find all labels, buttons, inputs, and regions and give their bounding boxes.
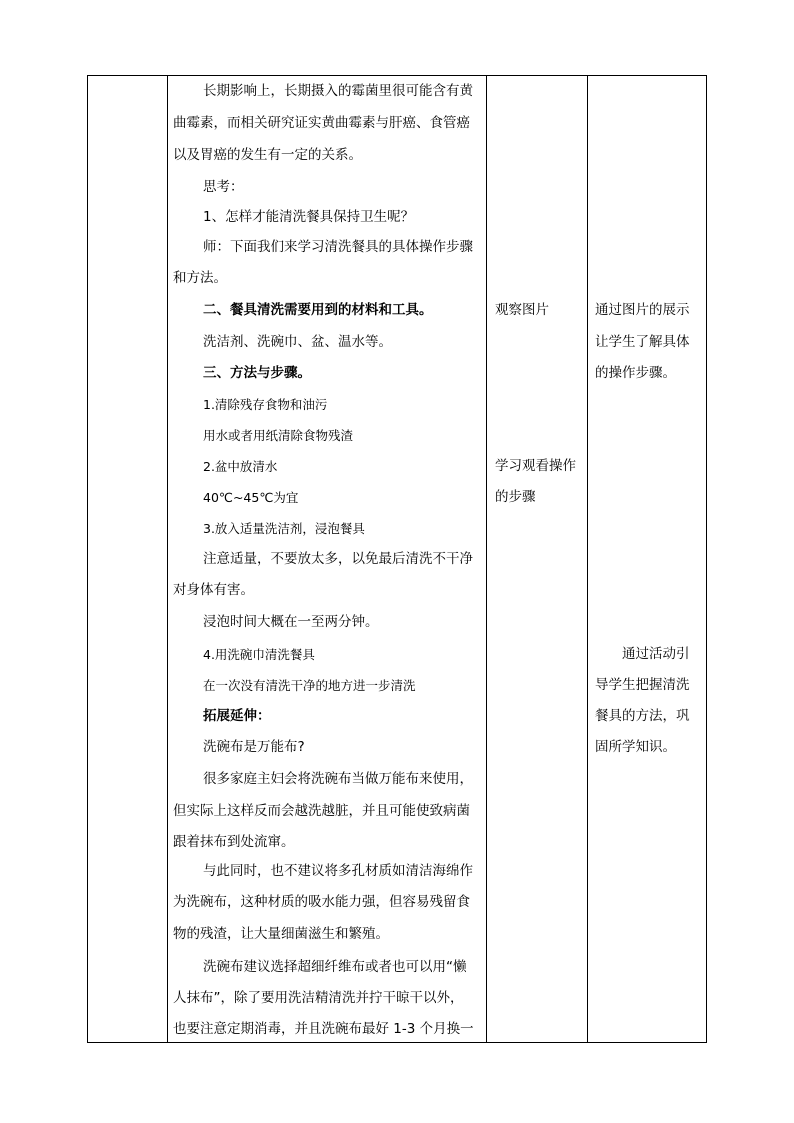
text-line: 在一次没有清洗干净的地方进一步清洗: [203, 678, 416, 693]
step-title: 4.用洗碗巾清洗餐具: [203, 647, 315, 662]
text-line: 注意适量，不要放太多，以免最后清洗不干净: [203, 551, 473, 567]
text-line: 曲霉素，而相关研究证实黄曲霉素与肝癌、食管癌: [173, 115, 470, 131]
step-title: 3.放入适量洗洁剂，浸泡餐具: [203, 521, 365, 536]
text-line: 洗碗布是万能布?: [203, 739, 305, 755]
section-heading: 二、餐具清洗需要用到的材料和工具。: [203, 302, 433, 318]
text-line: 跟着抹布到处流窜。: [173, 834, 295, 850]
text-line: 用水或者用纸清除食物残渣: [203, 428, 354, 443]
student-activity-text: 观察图片: [495, 302, 549, 318]
text-line: 1、怎样才能清洗餐具保持卫生呢？: [203, 209, 415, 225]
text-line: 40℃~45℃为宜: [203, 490, 299, 505]
text-line: 思考：: [203, 179, 244, 195]
design-intent-text: 餐具的方法，巩: [595, 708, 690, 724]
column-divider: [167, 76, 168, 1042]
section-heading: 拓展延伸：: [203, 708, 271, 724]
text-line: 但实际上这样反而会越洗越脏，并且可能使致病菌: [173, 803, 470, 819]
text-line: 为洗碗布，这种材质的吸水能力强，但容易残留食: [173, 894, 470, 910]
text-line: 洗碗布建议选择超细纤维布或者也可以用“懒: [203, 959, 467, 975]
text-line: 物的残渣，让大量细菌滋生和繁殖。: [173, 926, 389, 942]
text-line: 浸泡时间大概在一至两分钟。: [203, 614, 379, 630]
text-line: 对身体有害。: [173, 582, 254, 598]
text-line: 长期影响上，长期摄入的霉菌里很可能含有黄: [203, 83, 473, 99]
design-intent-text: 让学生了解具体: [595, 334, 690, 350]
column-divider: [486, 76, 487, 1042]
step-title: 1.清除残存食物和油污: [203, 397, 328, 412]
text-line: 人抹布”，除了要用洗洁精清洗并拧干晾干以外，: [173, 990, 464, 1006]
text-line: 以及胃癌的发生有一定的关系。: [173, 147, 362, 163]
design-intent-text: 固所学知识。: [595, 739, 676, 755]
text-line: 也要注意定期消毒，并且洗碗布最好 1-3 个月换一: [173, 1021, 474, 1037]
text-line: 与此同时，也不建议将多孔材质如清洁海绵作: [203, 863, 473, 879]
step-title: 2.盆中放清水: [203, 459, 278, 474]
design-intent-text: 的操作步骤。: [595, 365, 676, 381]
design-intent-text: 通过图片的展示: [595, 302, 690, 318]
student-activity-text: 学习观看操作: [495, 458, 576, 474]
text-line: 洗洁剂、洗碗巾、盆、温水等。: [203, 334, 392, 350]
text-line: 和方法。: [173, 270, 227, 286]
text-line: 师：下面我们来学习清洗餐具的具体操作步骤: [203, 239, 473, 255]
design-intent-text: 通过活动引: [622, 646, 690, 662]
student-activity-text: 的步骤: [495, 489, 536, 505]
column-divider: [587, 76, 588, 1042]
section-heading: 三、方法与步骤。: [203, 365, 311, 381]
design-intent-text: 导学生把握清洗: [595, 677, 690, 693]
text-line: 很多家庭主妇会将洗碗布当做万能布来使用，: [203, 771, 473, 787]
